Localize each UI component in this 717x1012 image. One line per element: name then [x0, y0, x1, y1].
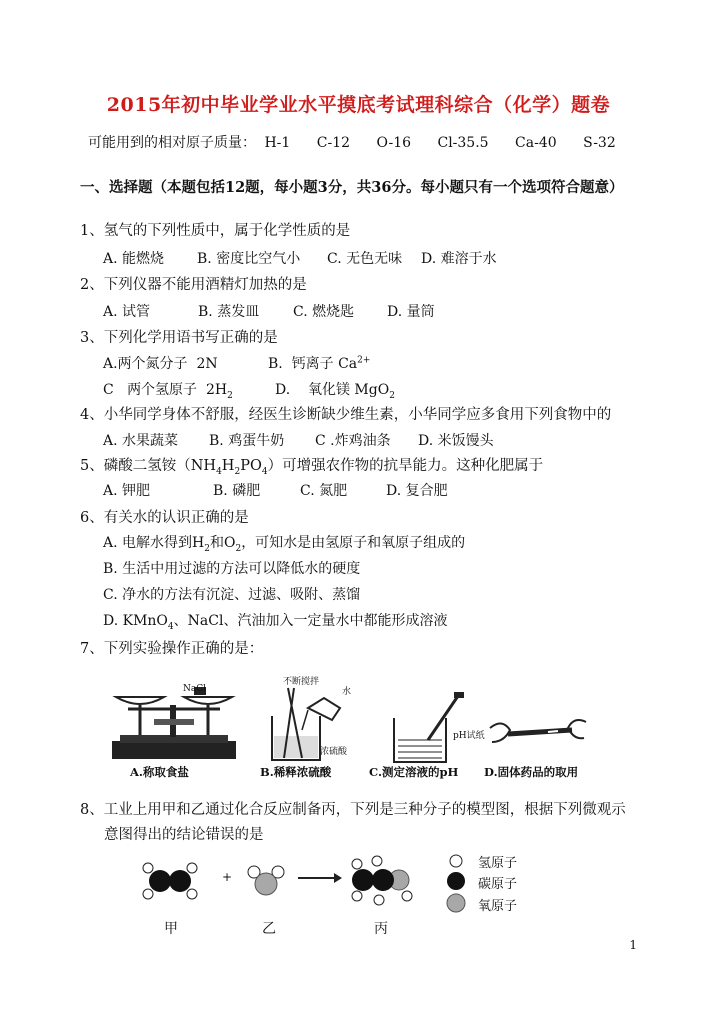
- page-title: 2015年初中毕业学业水平摸底考试理科综合（化学）题卷: [106, 94, 611, 116]
- q3-option-a: A.两个氮分子 2N: [103, 356, 218, 372]
- q1-option-c: C. 无色无味: [327, 251, 403, 267]
- q4-option-a: A. 水果蔬菜: [103, 433, 179, 449]
- legend-hydrogen: 氢原子: [478, 856, 518, 871]
- q5-option-a: A. 钾肥: [103, 483, 151, 499]
- caption-d: D.固体药品的取用: [484, 765, 579, 779]
- question-3-stem: 3、下列化学用语书写正确的是: [80, 330, 278, 346]
- stirring-label: 不断搅拌: [283, 677, 320, 687]
- legend-carbon-icon: [446, 871, 466, 891]
- q1-option-d: D. 难溶于水: [421, 251, 497, 267]
- question-6-stem: 6、有关水的认识正确的是: [80, 510, 249, 526]
- q4-option-b: B. 鸡蛋牛奶: [209, 433, 285, 449]
- question-5-stem: 5、磷酸二氢铵$(NH_4H_2PO_4)$可增强农作物的抗旱能力。这种化肥属于: [80, 458, 544, 477]
- caption-c: C.测定溶液的pH: [369, 765, 459, 779]
- molecule-bing: [347, 854, 417, 908]
- q6-option-c: C. 净水的方法有沉淀、过滤、吸附、蒸馏: [103, 587, 361, 603]
- q2-option-c: C. 燃烧匙: [293, 304, 355, 320]
- q5-option-b: B. 磷肥: [213, 483, 261, 499]
- atomic-masses-label: 可能用到的相对原子质量：: [88, 135, 256, 151]
- q3-option-d: D. 氧化镁 MgO$_2$: [275, 382, 395, 401]
- question-8-stem-cont: 意图得出的结论错误的是: [104, 827, 264, 843]
- ph-paper-label: pH试纸: [453, 731, 485, 741]
- label-jia: 甲: [164, 921, 178, 937]
- q6-option-b: B. 生活中用过滤的方法可以降低水的硬度: [103, 561, 361, 577]
- question-4-stem: 4、小华同学身体不舒服，经医生诊断缺少维生素，小华同学应多食用下列食物中的: [80, 407, 612, 423]
- atomic-masses-line: [88, 132, 638, 152]
- q1-option-b: B. 密度比空气小: [197, 251, 301, 267]
- solid-reagent-illustration: [488, 708, 588, 758]
- question-5-options: [103, 480, 448, 500]
- atomic-mass-s: S-32: [583, 135, 616, 151]
- caption-a: A.称取食盐: [130, 765, 189, 779]
- nacl-label: NaCl: [183, 684, 207, 694]
- q4-option-c: C .炸鸡油条: [315, 433, 391, 449]
- question-1-options: [103, 248, 497, 268]
- legend-oxygen-icon: [446, 893, 466, 913]
- q1-option-a: A. 能燃烧: [103, 251, 165, 267]
- q2-option-a: A. 试管: [103, 304, 151, 320]
- q2-option-b: B. 蒸发皿: [198, 304, 260, 320]
- caption-b: B.稀释浓硫酸: [260, 765, 332, 779]
- q6-option-a: A. 电解水得到$H_2$和$O_2$，可知水是由氢原子和氧原子组成的: [103, 535, 466, 554]
- question-4-options: [103, 430, 494, 450]
- arrow-icon: [298, 872, 342, 884]
- molecule-yi: [246, 860, 288, 900]
- atomic-mass-c: C-12: [316, 135, 351, 151]
- question-1-stem: 1、氢气的下列性质中，属于化学性质的是: [80, 223, 351, 239]
- section-heading: 一、选择题（本题包括12题，每小题3分，共36分。每小题只有一个选项符合题意）: [80, 179, 624, 196]
- molecule-jia: [140, 858, 200, 906]
- question-8-stem: 8、工业上用甲和乙通过化合反应制备丙，下列是三种分子的模型图，根据下列微观示: [80, 802, 626, 818]
- q3-option-c: C 两个氢原子 $2H_2$: [103, 382, 233, 401]
- legend-oxygen: 氧原子: [478, 899, 518, 914]
- page-number: 1: [629, 938, 637, 952]
- atomic-mass-o: O-16: [376, 135, 412, 151]
- label-bing: 丙: [374, 921, 388, 937]
- q5-option-c: C. 氮肥: [300, 483, 348, 499]
- balance-illustration: [110, 683, 240, 765]
- question-2-stem: 2、下列仪器不能用酒精灯加热的是: [80, 277, 307, 293]
- q5-option-d: D. 复合肥: [386, 483, 448, 499]
- legend-carbon: 碳原子: [478, 877, 518, 892]
- q2-option-d: D. 量筒: [387, 304, 435, 320]
- question-7-stem: 7、下列实验操作正确的是：: [80, 641, 264, 657]
- label-yi: 乙: [262, 921, 276, 937]
- atomic-mass-cl: Cl-35.5: [437, 135, 489, 151]
- plus-sign: +: [222, 870, 233, 884]
- q6-option-d: D. KMnO$_4$、NaCl、汽油加入一定量水中都能形成溶液: [103, 613, 448, 632]
- water-label: 水: [342, 687, 352, 697]
- q4-option-d: D. 米饭馒头: [418, 433, 494, 449]
- question-2-options: [103, 301, 435, 321]
- conc-acid-label: 浓硫酸: [320, 747, 348, 757]
- legend-hydrogen-icon: [448, 853, 464, 869]
- q3-option-b: B. 钙离子 $Ca^{2+}$: [268, 355, 371, 372]
- atomic-mass-ca: Ca-40: [515, 135, 557, 151]
- atomic-mass-h: H-1: [264, 135, 291, 151]
